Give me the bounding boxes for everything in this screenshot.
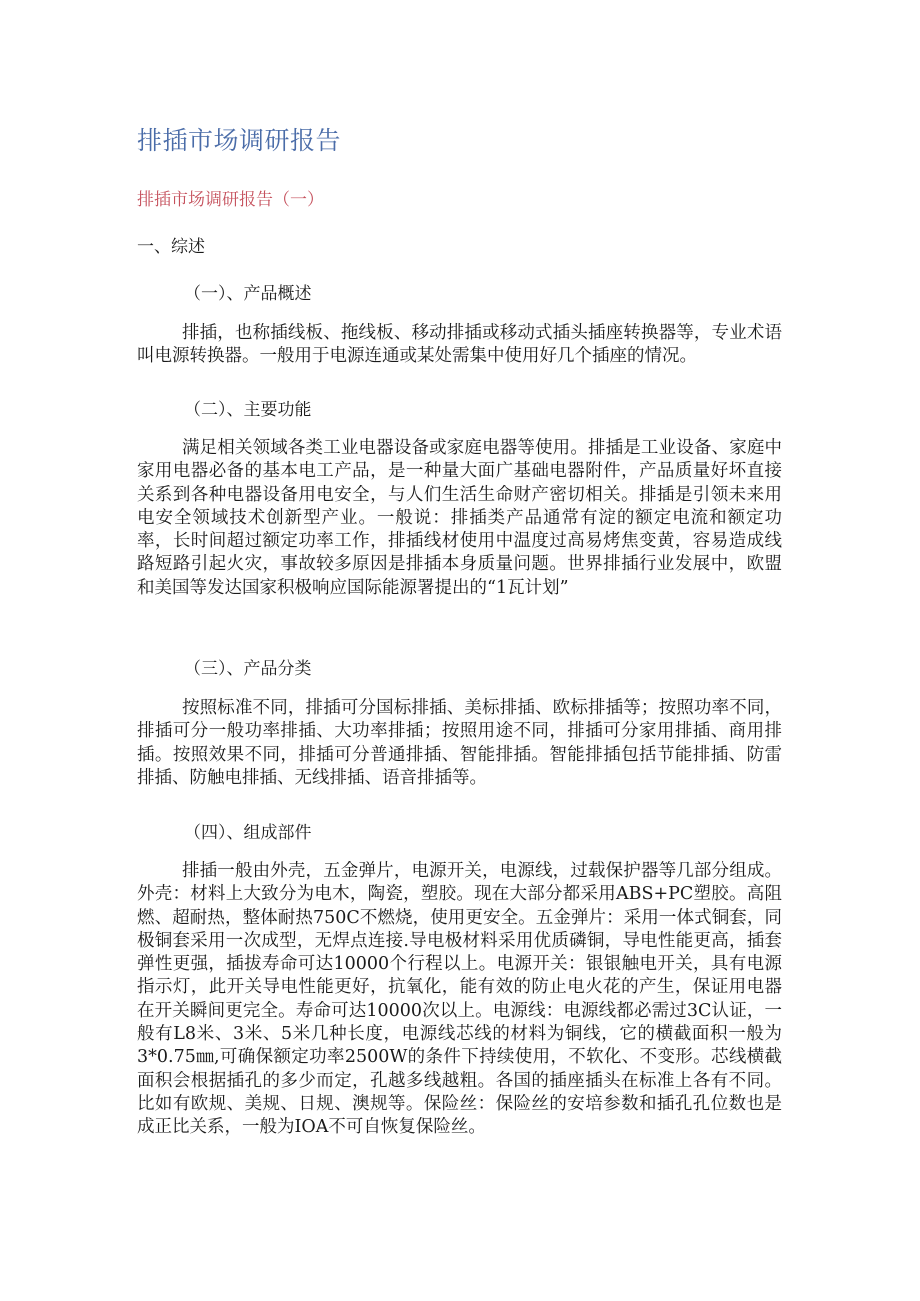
paragraph-components: 排插一般由外壳，五金弹片，电源开关，电源线，过载保护器等几部分组成。外壳：材料上大致分为电木，陶瓷，塑胶。现在大部分都采用ABS+PC塑胶。高阻燃、超耐热，整体耐热750C不燃烧，使用更安全。五金弹片：采用一体式铜套，同极铜套采用一次成型，无焊点连接.导电极材料采用优质磷铜，导电性能更高，插套弹性更强，插拔寿命可达10000个行程以上。电源开关：银银触电开关，具有电源指示灯，此开关导电性能更好，抗氧化，能有效的防止电火花的产生，保证用电器在开关瞬间更完全。寿命可达10000次以上。电源线：电源线都必需过3C认证，一般有L8米、3米、5米几种长度，电源线芯线的材料为铜线，它的横截面积一般为3*0.75㎜,可确保额定功率2500W的条件下持续使用，不软化、不变形。芯线横截面积会根据插孔的多少而定，孔越多线越粗。各国的插座插头在标准上各有不同。比如有欧规、美规、日规、澳规等。保险丝：保险丝的安培参数和插孔孔位数也是成正比关系，一般为IOA不可自恢复保险丝。 bbox=[137, 861, 782, 1138]
paragraph-product-overview: 排插，也称插线板、拖线板、移动排插或移动式插头插座转换器等，专业术语叫电源转换器。一般用于电源连通或某处需集中使用好几个插座的情况。 bbox=[137, 323, 782, 367]
paragraph-product-classification: 按照标准不同，排插可分国标排插、美标排插、欧标排插等；按照功率不同，排插可分一般功率排插、大功率排插；按照用途不同，排插可分家用排插、商用排插。按照效果不同，排插可分普通排插、智能排插。智能排插包括节能排插、防雷排插、防触电排插、无线排插、语音排插等。 bbox=[137, 698, 782, 788]
section-heading-overview: 一、综述 bbox=[137, 237, 205, 257]
paragraph-main-functions: 满足相关领域各类工业电器设备或家庭电器等使用。排插是工业设备、家庭中家用电器必备的基本电工产品，是一种量大面广基础电器附件，产品质量好坏直接关系到各种电器设备用电安全，与人们生活生命财产密切相关。排插是引领未来用电安全领域技术创新型产业。一般说：排插类产品通常有淀的额定电流和额定功率，长时间超过额定功率工作，排插线材使用中温度过高易烤焦变黄，容易造成线路短路引起火灾，事故较多原因是排插本身质量问题。世界排插行业发展中，欧盟和美国等发达国家积极响应国际能源署提出的“1瓦计划” bbox=[137, 438, 782, 598]
subsection-heading-product-overview: （一）、产品概述 bbox=[184, 284, 312, 304]
document-subtitle: 排插市场调研报告（一） bbox=[137, 190, 324, 210]
subsection-heading-product-classification: （三）、产品分类 bbox=[184, 659, 312, 679]
subsection-heading-main-functions: （二）、主要功能 bbox=[184, 400, 312, 420]
document-title: 排插市场调研报告 bbox=[137, 126, 342, 155]
subsection-heading-components: （四）、组成部件 bbox=[184, 823, 312, 843]
